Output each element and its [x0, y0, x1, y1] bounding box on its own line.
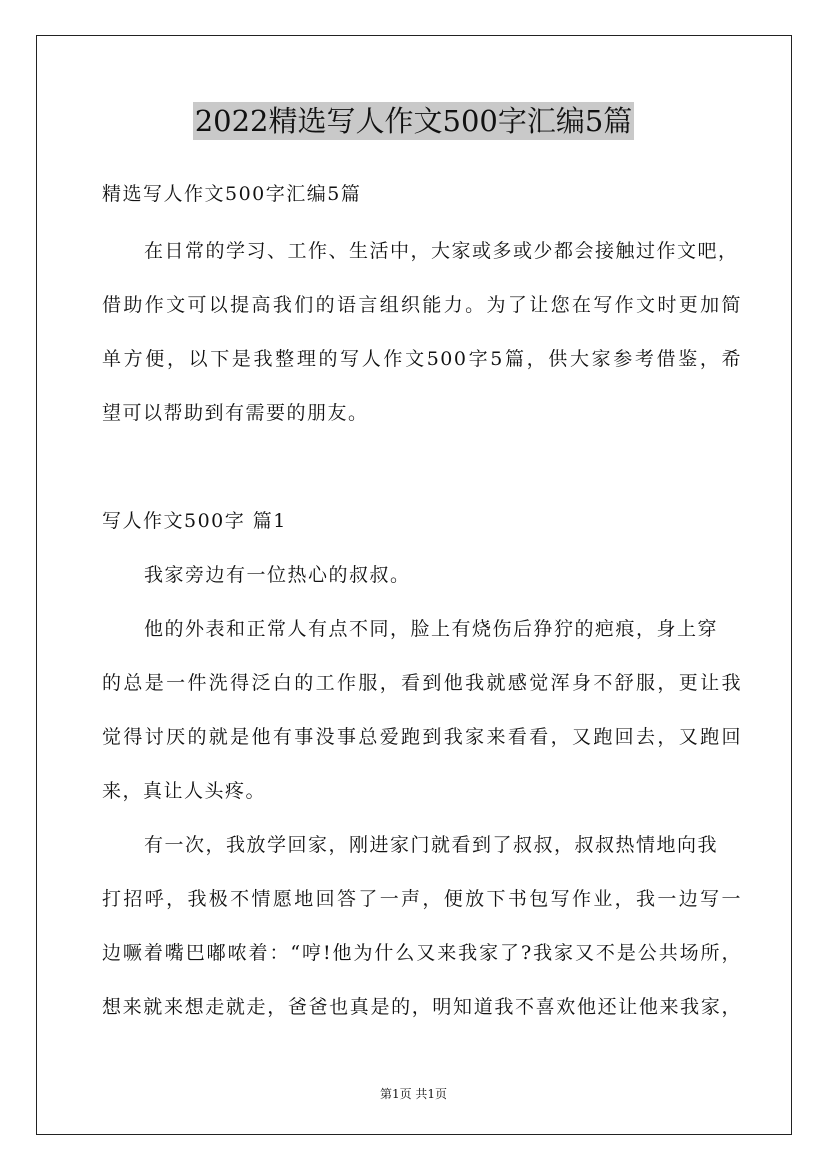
intro-line-3: 单方便，以下是我整理的写人作文500字5篇，供大家参考借鉴，希: [102, 348, 742, 370]
paragraph-2-line-1: 他的外表和正常人有点不同，脸上有烧伤后狰狞的疤痕，身上穿: [144, 618, 719, 640]
document-title-container: [0, 102, 827, 140]
paragraph-3-line-4: 想来就来想走就走，爸爸也真是的，明知道我不喜欢他还让他来我家，: [102, 996, 742, 1018]
paragraph-3-line-3: 边噘着嘴巴嘟哝着：“哼!他为什么又来我家了?我家又不是公共场所，: [102, 942, 742, 964]
document-title: 2022精选写人作文500字汇编5篇: [194, 104, 633, 138]
paragraph-3-line-2: 打招呼，我极不情愿地回答了一声，便放下书包写作业，我一边写一: [102, 888, 742, 910]
intro-line-1: 在日常的学习、工作、生活中，大家或多或少都会接触过作文吧，: [144, 240, 739, 262]
paragraph-2-line-4: 来，真让人头疼。: [102, 780, 267, 802]
paragraph-2-line-3: 觉得讨厌的就是他有事没事总爱跑到我家来看看，又跑回去，又跑回: [102, 726, 742, 748]
document-subtitle: 精选写人作文500字汇编5篇: [102, 183, 362, 205]
intro-line-4: 望可以帮助到有需要的朋友。: [102, 402, 369, 424]
paragraph-3-line-1: 有一次，我放学回家，刚进家门就看到了叔叔，叔叔热情地向我: [144, 834, 719, 856]
intro-line-2: 借助作文可以提高我们的语言组织能力。为了让您在写作文时更加简: [102, 294, 742, 316]
paragraph-2-line-2: 的总是一件洗得泛白的工作服，看到他我就感觉浑身不舒服，更让我: [102, 672, 742, 694]
section-heading: 写人作文500字 篇1: [102, 510, 287, 532]
page-footer: 第1页 共1页: [379, 1087, 448, 1101]
paragraph-1: 我家旁边有一位热心的叔叔。: [144, 564, 411, 586]
